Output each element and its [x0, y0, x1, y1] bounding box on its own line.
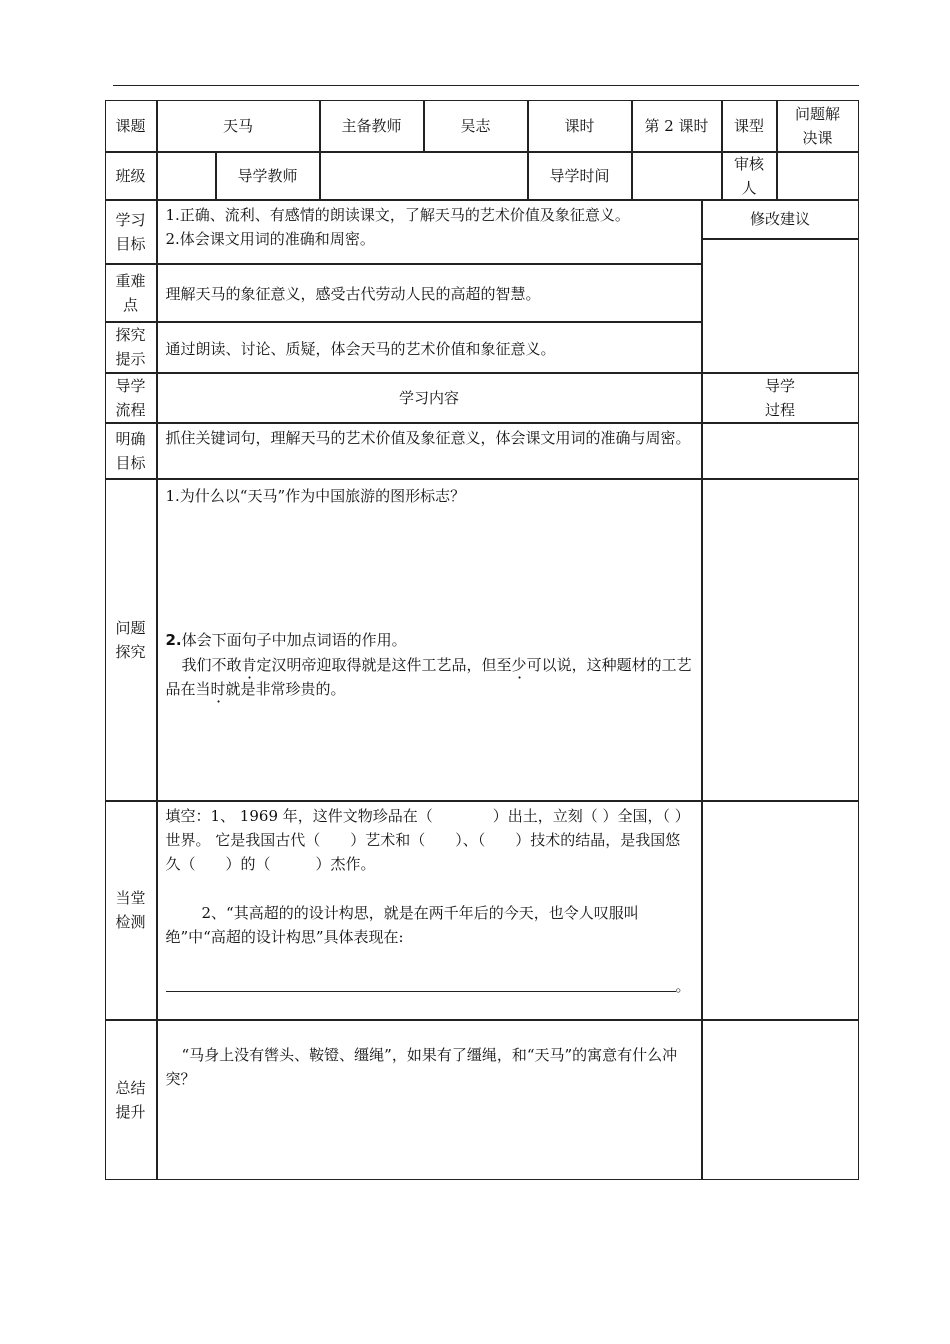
- type-label: 课型: [722, 100, 777, 152]
- check-label: 当堂检测: [105, 801, 157, 1020]
- dotted-word-dangshi: 当时: [195, 679, 226, 698]
- answer-end-mark: 。: [675, 976, 691, 995]
- subject-label: 课题: [105, 100, 157, 152]
- clarify-process: [702, 423, 859, 479]
- period-value: 第 2 课时: [632, 100, 722, 152]
- explore-content: [157, 479, 702, 801]
- teacher-value: 吴志: [424, 100, 528, 152]
- reviewer-value: [777, 152, 859, 200]
- fill-question-2: 2、“其高超的的设计构思，就是在两千年后的今天，也令人叹服叫绝”中“高超的设计构思”具体表现在:: [165, 903, 639, 946]
- clarify-text: 抓住关键词句，理解天马的艺术价值及象征意义，体会课文用词的准确与周密。: [165, 428, 691, 447]
- explore-label: 问题探究: [105, 479, 157, 801]
- guide-teacher-label: 导学教师: [216, 152, 320, 200]
- top-rule: [113, 85, 859, 86]
- goals-content: [157, 200, 702, 264]
- guide-time-value: [632, 152, 722, 200]
- hints-text: 通过朗读、讨论、质疑，体会天马的艺术价值和象征意义。: [165, 339, 556, 358]
- type-value: 问题解决课: [777, 100, 859, 152]
- sentence-part-2: 可以说，这种题材的工艺品在: [165, 655, 692, 698]
- clarify-content: [157, 423, 702, 479]
- question-2: [166, 628, 407, 652]
- check-content: [157, 801, 702, 1020]
- quoted-sentence: [166, 653, 696, 701]
- period-label: 课时: [528, 100, 632, 152]
- sentence-part-1: 汉明帝迎取得就是这件工艺品，但: [271, 655, 497, 674]
- suggestion-label: 修改建议: [702, 200, 859, 239]
- subject-value: 天马: [157, 100, 320, 152]
- answer-line[interactable]: [166, 991, 676, 992]
- teacher-label: 主备教师: [320, 100, 424, 152]
- reviewer-label: 审核人: [722, 152, 777, 200]
- goal-item-1: 1.正确、流利、有感情的朗读课文，了解天马的艺术价值及象征意义。: [165, 205, 630, 224]
- flow-label: 导学流程: [105, 373, 157, 423]
- explore-process: [702, 479, 859, 801]
- question-2-number: 2.: [165, 630, 182, 649]
- clarify-label: 明确目标: [105, 423, 157, 479]
- question-1: 1.为什么以“天马”作为中国旅游的图形标志？: [165, 486, 466, 505]
- guide-time-label: 导学时间: [528, 152, 632, 200]
- key-points-text: 理解天马的象征意义，感受古代劳动人民的高超的智慧。: [165, 284, 541, 303]
- summary-text: “马身上没有辔头、鞍镫、缰绳”，如果有了缰绳，和“天马”的寓意有什么冲突？: [165, 1045, 678, 1088]
- class-value: [157, 152, 216, 200]
- suggestion-area: [702, 239, 859, 373]
- fill-question-1: 填空：1、 1969 年，这件文物珍品在（ ）出土，立刻（ ）全国，（ ）世界。 它是我国古代（ ）艺术和（ ）、（ ）技术的结晶，是我国悠久（ ）的（ ）杰作。: [165, 806, 690, 873]
- dotted-word-women: 我们: [181, 655, 212, 674]
- check-process: [702, 801, 859, 1020]
- sentence-part-3: 就是非常珍贵的。: [225, 679, 346, 698]
- key-points-label: 重难点: [105, 264, 157, 322]
- process-label: 导学过程: [702, 373, 859, 423]
- hints-label: 探究提示: [105, 322, 157, 373]
- hints-content: [157, 322, 702, 373]
- goal-item-2: 2.体会课文用词的准确和周密。: [165, 229, 375, 248]
- summary-process: [702, 1020, 859, 1180]
- summary-label: 总结提升: [105, 1020, 157, 1180]
- class-label: 班级: [105, 152, 157, 200]
- dotted-word-zhishao: 至少: [496, 655, 527, 674]
- content-label: 学习内容: [157, 373, 702, 423]
- guide-teacher-value: [320, 152, 528, 200]
- key-points-content: [157, 264, 702, 322]
- goals-label: 学习目标: [105, 200, 157, 264]
- summary-content: [157, 1020, 702, 1180]
- dotted-word-buganshiding: 不敢肯定: [211, 655, 272, 674]
- question-2-text: 体会下面句子中加点词语的作用。: [181, 630, 407, 649]
